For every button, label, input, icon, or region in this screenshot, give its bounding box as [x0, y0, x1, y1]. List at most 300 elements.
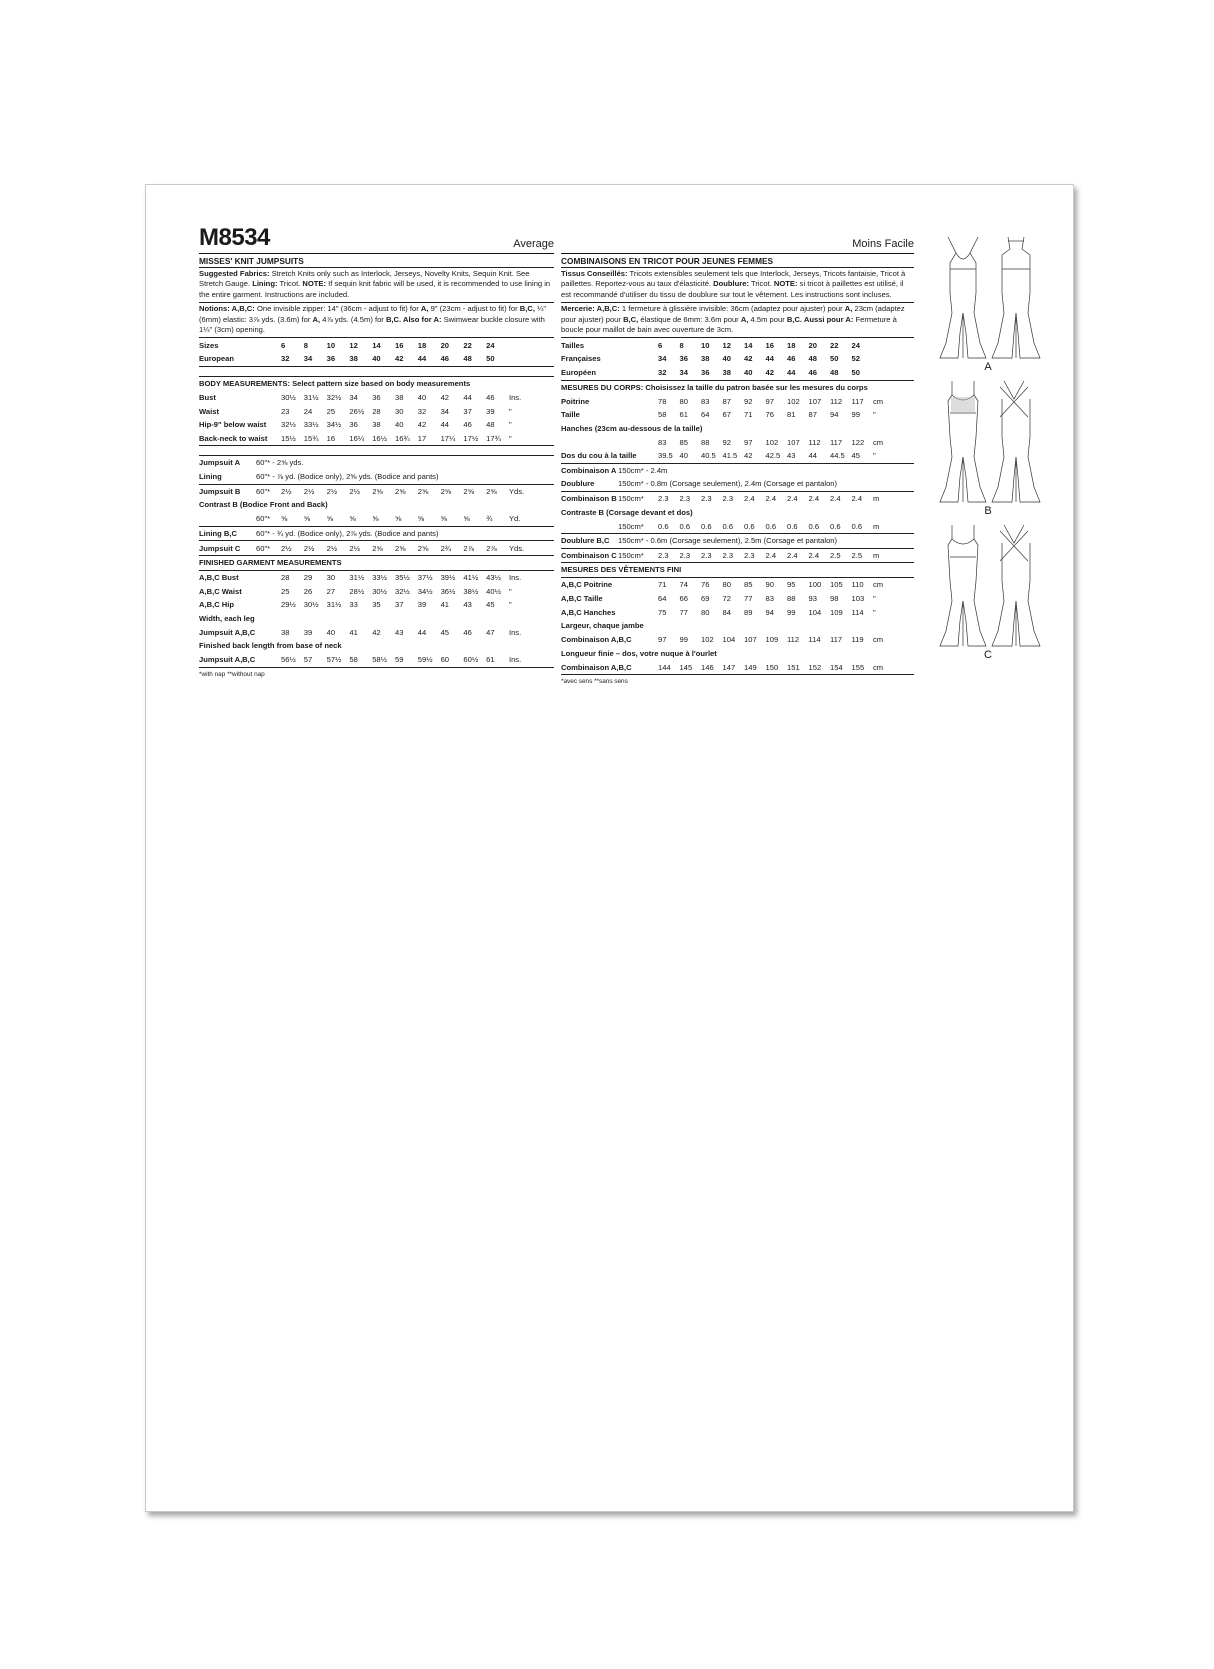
fabrics-paragraph: Suggested Fabrics: Stretch Knits only such as Interlock, Jerseys, Novelty Knits, Sequin Knit. See Stretch Gauge. Lining: Tricot. NOTE: If sequin knit fabric will be used, it is recommended to use lining in the entire garment. Instructions are included.	[199, 269, 551, 299]
cell-value: 40	[744, 368, 753, 378]
table-row	[199, 598, 554, 612]
cell-value: 18	[417, 340, 427, 350]
row-label: Hip-9" below waist	[199, 420, 267, 430]
cell-value: 32½	[281, 420, 296, 430]
row-text: 150cm* - 0.8m (Corsage seulement), 2.4m (Corsage et pantalon)	[618, 479, 838, 489]
table-row	[199, 485, 554, 499]
row-label: Lining B,C	[199, 528, 237, 538]
row-label: Lining	[199, 471, 222, 481]
unit: Ins.	[508, 573, 522, 583]
cell-value: 0.6	[830, 521, 841, 531]
cell-value: 112	[787, 635, 800, 645]
cell-value: 80	[679, 396, 688, 406]
cell-value: 117	[851, 396, 864, 406]
cell-value: 2⅝	[417, 486, 429, 496]
cell-value: 47	[486, 627, 495, 637]
table-row	[199, 512, 554, 526]
cell-value: 2½	[303, 486, 315, 496]
row-label: Combinaison A,B,C	[561, 662, 632, 672]
cell-value: 119	[851, 635, 864, 645]
cell-value: 83	[701, 396, 710, 406]
row-label: Combinaison A	[561, 465, 617, 475]
cell-value: 95	[787, 580, 796, 590]
cell-value: ⅝	[440, 514, 447, 524]
cell-value: 112	[830, 396, 843, 406]
cell-value: 2.4	[808, 551, 820, 561]
cell-value: 39	[486, 406, 495, 416]
cell-value: 84	[722, 607, 731, 617]
cell-value: 2.4	[808, 494, 820, 504]
row-label: Doublure B,C	[561, 536, 610, 546]
cell-value: 16¼	[349, 433, 365, 443]
cell-value: 83	[658, 437, 667, 447]
contrast-b-yardage	[199, 512, 554, 526]
cell-value: ⅝	[463, 514, 470, 524]
cell-value: 87	[808, 410, 817, 420]
cell-value: 48	[830, 368, 839, 378]
cell-value: 102	[787, 396, 800, 406]
cell-value: 48	[486, 420, 495, 430]
cell-value: 0.6	[808, 521, 820, 531]
cell-value: 45	[486, 600, 495, 610]
cell-value: 2⅝	[394, 543, 406, 553]
cell-value: 88	[787, 594, 796, 604]
cell-value: 40½	[486, 586, 501, 596]
unit: "	[508, 420, 512, 430]
cell-value: 75	[658, 607, 667, 617]
cell-value: 44	[787, 368, 796, 378]
cell-value: 72	[722, 594, 731, 604]
fabric-width: 150cm*	[618, 551, 644, 561]
cell-value: 2½	[349, 543, 360, 553]
sizes-table	[199, 338, 554, 365]
cell-value: 92	[722, 437, 731, 447]
cell-value: 2.4	[744, 494, 755, 504]
cell-value: 14	[744, 340, 753, 350]
sizes-table-fr	[561, 338, 914, 379]
cell-value: 60½	[463, 655, 479, 665]
table-row	[561, 366, 914, 380]
cell-value: 117	[830, 437, 843, 447]
cell-value: 44	[440, 420, 450, 430]
row-label: Européen	[561, 368, 597, 378]
cell-value: 36	[701, 368, 710, 378]
cell-value: 24	[851, 340, 860, 350]
cell-value: 44	[765, 354, 774, 364]
cell-value: 2.5	[851, 551, 863, 561]
row-text: 150cm* - 0.6m (Corsage seulement), 2.5m (Corsage et pantalon)	[618, 536, 838, 546]
cell-value: 6	[658, 340, 663, 350]
cell-value: 43	[787, 451, 796, 461]
row-label: Jumpsuit A,B,C	[199, 655, 256, 665]
fabric-width: 60"*	[256, 514, 271, 524]
cell-value: 42	[372, 627, 381, 637]
body-measurements-title-fr: MESURES DU CORPS: Choisissez la taille du patron basée sur les mesures du corps	[561, 382, 868, 392]
finished-measurements-title: FINISHED GARMENT MEASUREMENTS	[199, 558, 342, 568]
cell-value: 144	[658, 662, 671, 672]
cell-value: 149	[744, 662, 757, 672]
row-text: 60"* - ⅞ yd. (Bodice only), 2⅝ yds. (Bodice and pants)	[256, 471, 439, 481]
cell-value: 110	[851, 580, 864, 590]
cell-value: 8	[303, 340, 309, 350]
cell-value: 85	[679, 437, 688, 447]
row-label: A,B,C Taille	[561, 594, 603, 604]
cell-value: 6	[281, 340, 286, 350]
cell-value: 18	[787, 340, 796, 350]
cell-value: 38	[281, 627, 290, 637]
cell-value: 58	[349, 655, 358, 665]
cell-value: 107	[744, 635, 757, 645]
cell-value: 46	[463, 627, 472, 637]
cell-value: 36½	[440, 586, 456, 596]
fabrics-paragraph-fr: Tissus Conseillés: Tricots extensibles seulement tels que Interlock, Jerseys, Tricots fantaisie, Tricot à paillettes. Reportez-vous au taux d'élasticité. Doublure: Tricot. NOTE: si tricot à paillettes est utilisé, il est recommandé d'utiliser du tissu de doublure sur tout le vêtement. Les instructions sont incluses.	[561, 269, 906, 299]
cell-value: 39.5	[658, 451, 673, 461]
unit	[873, 338, 914, 352]
pattern-title-fr: COMBINAISONS EN TRICOT POUR JEUNES FEMMES	[561, 256, 774, 266]
cell-value: 33	[349, 600, 358, 610]
cell-value: 38	[349, 354, 358, 364]
cell-value: 34½	[417, 586, 433, 596]
cell-value: 152	[808, 662, 822, 672]
row-label: Jumpsuit A,B,C	[199, 627, 256, 637]
cell-value: 24	[303, 406, 313, 416]
cell-value: 30½	[303, 600, 319, 610]
unit	[873, 366, 914, 380]
cell-value: 33½	[372, 573, 387, 583]
cell-value: 0.6	[722, 521, 734, 531]
cell-value: 39	[303, 627, 313, 637]
cell-value: 36	[326, 354, 336, 364]
cell-value: 2⅞	[463, 543, 474, 553]
pattern-number: M8534	[199, 224, 270, 251]
cell-value: 2⅝	[394, 486, 406, 496]
table-row	[561, 352, 914, 366]
cell-value: 41½	[463, 573, 479, 583]
cell-value: 34	[658, 354, 667, 364]
cell-value: 99	[679, 635, 688, 645]
width-leg-row-fr	[561, 633, 914, 647]
cell-value: 114	[808, 635, 821, 645]
row-label: Combinaison A,B,C	[561, 635, 632, 645]
finished-measurements-title-fr: MESURES DES VÊTEMENTS FINI	[561, 565, 682, 575]
cell-value: 30	[394, 406, 404, 416]
cell-value: 12	[349, 340, 358, 350]
width-leg-row	[199, 626, 554, 640]
row-label: Tailles	[561, 340, 585, 350]
unit	[873, 352, 914, 366]
back-length-title-fr: Longueur finie – dos, votre nuque à l'ourlet	[561, 648, 717, 658]
jumpsuit-b-yardage	[199, 485, 554, 499]
cell-value: 145	[679, 662, 693, 672]
cell-value: 42	[394, 354, 404, 364]
cell-value: 38	[394, 392, 404, 402]
cell-value: 34	[679, 368, 688, 378]
contrast-b-title: Contrast B (Bodice Front and Back)	[199, 500, 328, 510]
table-row	[561, 660, 914, 674]
cell-value: 151	[787, 662, 800, 672]
row-text: 60"* - ¾ yd. (Bodice only), 2⅞ yds. (Bodice and pants)	[256, 528, 439, 538]
dos-row	[561, 449, 914, 463]
table-row	[561, 492, 914, 506]
unit: m	[873, 551, 880, 561]
cell-value: 85	[744, 580, 753, 590]
cell-value: 36	[349, 420, 358, 430]
view-b-drawing	[928, 377, 1048, 507]
cell-value: 2.3	[679, 551, 691, 561]
row-text: 150cm* - 2.4m	[618, 465, 668, 475]
cell-value: 81	[787, 410, 796, 420]
cell-value: 43	[394, 627, 404, 637]
cell-value: 0.6	[658, 521, 669, 531]
unit: "	[873, 607, 876, 617]
body-measurements-table	[199, 391, 554, 446]
cell-value: 109	[765, 635, 779, 645]
cell-value: 38½	[463, 586, 479, 596]
cell-value: 15½	[281, 433, 296, 443]
cell-value: 77	[679, 607, 688, 617]
cell-value: 102	[701, 635, 714, 645]
cell-value: 0.6	[765, 521, 777, 531]
view-label-b: B	[984, 505, 992, 517]
row-label: Doublure	[561, 479, 595, 489]
cell-value: 59	[394, 655, 404, 665]
cell-value: ⅝	[372, 514, 379, 524]
cell-value: 104	[808, 607, 822, 617]
table-row	[561, 519, 914, 533]
doublure-yardage	[561, 477, 914, 491]
cell-value: 150	[765, 662, 779, 672]
view-a-drawing	[928, 233, 1048, 363]
row-label: Back-neck to waist	[199, 433, 268, 443]
table-row	[561, 394, 914, 408]
cell-value: 16¾	[394, 433, 410, 443]
fabric-width: 60"*	[256, 543, 271, 553]
unit: Yds.	[508, 486, 525, 496]
row-label: A,B,C Waist	[199, 586, 242, 596]
cell-value: 35½	[394, 573, 410, 583]
cell-value: 10	[701, 340, 710, 350]
table-row	[199, 352, 554, 366]
cell-value: 25	[281, 586, 290, 596]
cell-value: 39	[417, 600, 427, 610]
cell-value: 34	[349, 392, 358, 402]
back-length-row	[199, 653, 554, 667]
cell-value: 2.4	[787, 551, 798, 561]
cell-value: 102	[765, 437, 779, 447]
table-row	[561, 606, 914, 620]
view-label-a: A	[984, 361, 992, 373]
cell-value: 31½	[326, 600, 342, 610]
cell-value: 61	[486, 655, 495, 665]
cell-value: 147	[722, 662, 736, 672]
cell-value: 27	[326, 586, 336, 596]
cell-value: 45	[440, 627, 450, 637]
cell-value: 38	[701, 354, 710, 364]
table-row	[199, 338, 554, 352]
cell-value: 107	[787, 437, 800, 447]
cell-value: 69	[701, 594, 710, 604]
cell-value: 46	[787, 354, 796, 364]
cell-value: 43½	[486, 573, 501, 583]
cell-value: 22	[830, 340, 839, 350]
cell-value: 42	[744, 451, 753, 461]
cell-value: 14	[372, 340, 381, 350]
cell-value: 31½	[349, 573, 365, 583]
cell-value: 58	[658, 410, 667, 420]
unit: Ins.	[508, 655, 522, 665]
cell-value: 40	[394, 420, 404, 430]
cell-value: 40	[326, 627, 336, 637]
row-label: A,B,C Bust	[199, 573, 239, 583]
cell-value: 48	[808, 354, 817, 364]
cell-value: 2.3	[701, 494, 712, 504]
cell-value: 0.6	[851, 521, 863, 531]
cell-value: 44.5	[830, 451, 845, 461]
cell-value: 16	[394, 340, 404, 350]
cell-value: 2.3	[722, 494, 734, 504]
body-measurements-title: BODY MEASUREMENTS: Select pattern size based on body measurements	[199, 378, 471, 388]
cell-value: 2.3	[722, 551, 734, 561]
cell-value: 59½	[417, 655, 433, 665]
table-row	[561, 549, 914, 563]
cell-value: 2.3	[658, 494, 669, 504]
hanches-row	[561, 435, 914, 449]
width-leg-title-fr: Largeur, chaque jambe	[561, 621, 644, 631]
row-label: Poitrine	[561, 396, 590, 406]
cell-value: 107	[808, 396, 822, 406]
cell-value: 83	[765, 594, 774, 604]
unit: cm	[873, 396, 884, 406]
cell-value: 56½	[281, 655, 296, 665]
table-row	[199, 418, 554, 432]
lining-bc-yardage	[199, 527, 554, 541]
cell-value: 61	[679, 410, 688, 420]
cell-value: 30½	[281, 392, 296, 402]
cell-value: 44	[808, 451, 817, 461]
table-row	[561, 408, 914, 422]
table-row	[199, 391, 554, 405]
cell-value: 46	[808, 368, 817, 378]
back-length-title: Finished back length from base of neck	[199, 641, 342, 651]
cell-value: 77	[744, 594, 753, 604]
cell-value: 146	[701, 662, 714, 672]
cell-value: 10	[326, 340, 336, 350]
row-text: 60"* - 2⅝ yds.	[256, 458, 304, 468]
technical-drawings	[928, 233, 1048, 665]
cell-value: 66	[679, 594, 688, 604]
table-row	[561, 435, 914, 449]
jumpsuit-c-yardage	[199, 541, 554, 555]
cell-value: 97	[658, 635, 667, 645]
cell-value: 80	[722, 580, 731, 590]
row-label: A,B,C Hanches	[561, 607, 616, 617]
table-row	[199, 653, 554, 667]
cell-value: 48	[463, 354, 472, 364]
unit	[509, 352, 554, 366]
table-row	[561, 449, 914, 463]
cell-value: 2½	[281, 486, 292, 496]
comb-c-yardage	[561, 549, 914, 563]
cell-value: 104	[722, 635, 736, 645]
cell-value: 26½	[349, 406, 365, 416]
table-row	[199, 432, 554, 446]
row-label: Dos du cou à la taille	[561, 451, 637, 461]
cell-value: 17¾	[486, 433, 501, 443]
cell-value: ⅝	[281, 514, 288, 524]
cell-value: 2.4	[787, 494, 798, 504]
cell-value: 50	[486, 354, 495, 364]
comb-b-yardage	[561, 492, 914, 506]
unit: cm	[873, 437, 884, 447]
cell-value: 2.3	[658, 551, 669, 561]
unit: m	[873, 521, 880, 531]
cell-value: 117	[830, 635, 843, 645]
notions-paragraph-fr: Mercerie: A,B,C: 1 fermeture à glissière invisible: 36cm (adaptez pour ajuster) pour A, 23cm (adaptez pour ajuster) pour B,C, élastique de 6mm: 3.6m pour A, 4.5m pour B,C. Aussi pour A: Fermeture à boucle pour maillot de bain avec ouverture de 3cm.	[561, 304, 905, 335]
cell-value: 0.6	[679, 521, 691, 531]
unit: "	[508, 586, 512, 596]
cell-value: 32½	[394, 586, 410, 596]
unit: "	[508, 433, 512, 443]
row-label	[561, 435, 658, 449]
cell-value: 109	[830, 607, 843, 617]
cell-value: 41	[349, 627, 358, 637]
cell-value: 32	[281, 354, 290, 364]
cell-value: 2.4	[830, 494, 841, 504]
cell-value: ⅝	[326, 514, 333, 524]
unit: cm	[873, 580, 884, 590]
cell-value: 45	[851, 451, 860, 461]
cell-value: 2.3	[744, 551, 755, 561]
cell-value: 50	[851, 368, 860, 378]
cell-value: 100	[808, 580, 822, 590]
cell-value: 39½	[440, 573, 456, 583]
unit: Yd.	[508, 514, 521, 524]
cell-value: 112	[808, 437, 821, 447]
cell-value: 29½	[281, 600, 296, 610]
cell-value: 46	[463, 420, 472, 430]
cell-value: 2⅝	[463, 486, 474, 496]
cell-value: 34	[440, 406, 450, 416]
cell-value: 22	[463, 340, 472, 350]
fabric-width: 150cm*	[618, 521, 644, 531]
finished-measurements-table	[199, 571, 554, 612]
cell-value: 43	[463, 600, 472, 610]
cell-value: 32½	[326, 392, 342, 402]
cell-value: 78	[658, 396, 667, 406]
skill-level: Average	[513, 238, 554, 250]
cell-value: ⅝	[394, 514, 402, 524]
cell-value: 24	[486, 340, 495, 350]
cell-value: 46	[440, 354, 450, 364]
cell-value: 25	[326, 406, 336, 416]
cell-value: 2.3	[701, 551, 712, 561]
comb-a-yardage	[561, 464, 914, 478]
cell-value: 154	[830, 662, 843, 672]
row-label: Françaises	[561, 354, 601, 364]
row-label	[561, 519, 618, 533]
pattern-envelope-back	[145, 184, 1074, 1512]
cell-value: 2.5	[830, 551, 841, 561]
cell-value: 26	[303, 586, 313, 596]
row-label	[199, 512, 256, 526]
cell-value: 80	[701, 607, 710, 617]
cell-value: 32	[658, 368, 667, 378]
cell-value: 155	[851, 662, 865, 672]
unit: cm	[873, 662, 884, 672]
cell-value: 92	[744, 396, 753, 406]
row-label: Combinaison B	[561, 494, 617, 504]
cell-value: 94	[830, 410, 839, 420]
